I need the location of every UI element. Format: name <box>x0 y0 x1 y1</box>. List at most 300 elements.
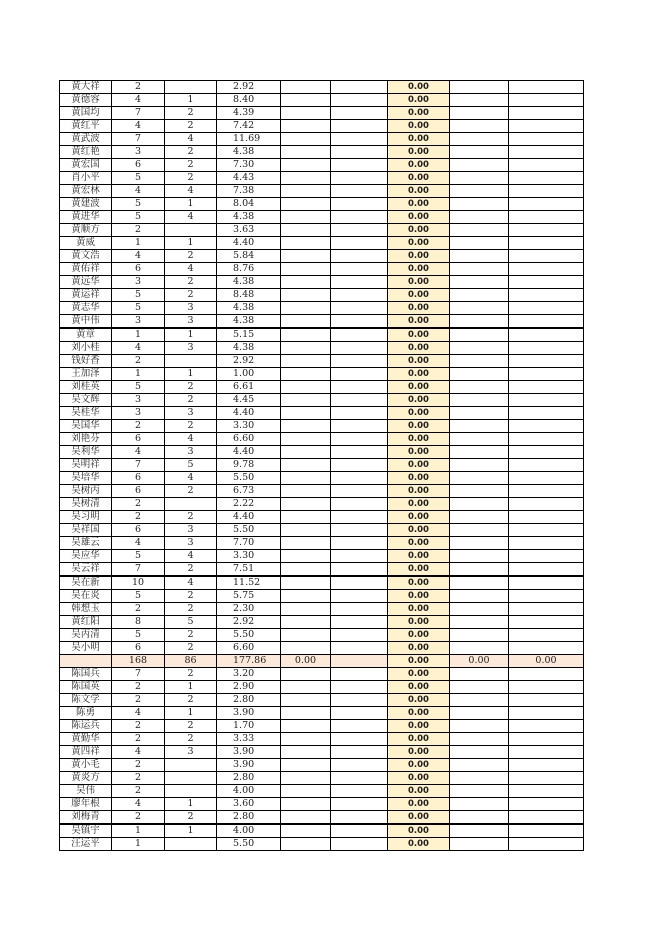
area-cell[interactable]: 5.50 <box>217 629 281 642</box>
count-cell[interactable]: 5 <box>112 198 165 211</box>
empty-cell[interactable] <box>281 759 331 772</box>
empty-cell[interactable] <box>331 302 388 315</box>
count-cell[interactable]: 1 <box>112 328 165 342</box>
empty-cell[interactable] <box>509 576 584 590</box>
empty-cell[interactable] <box>509 276 584 289</box>
count2-cell[interactable]: 4 <box>165 576 217 590</box>
empty-cell[interactable] <box>509 172 584 185</box>
count-cell[interactable]: 4 <box>112 537 165 550</box>
count-cell[interactable]: 7 <box>112 668 165 681</box>
empty-cell[interactable] <box>331 407 388 420</box>
empty-cell[interactable] <box>281 381 331 394</box>
area-cell[interactable]: 8.40 <box>217 94 281 107</box>
empty-cell[interactable] <box>450 838 509 851</box>
empty-cell[interactable] <box>281 433 331 446</box>
amount-cell[interactable]: 0.00 <box>388 511 450 524</box>
count-cell[interactable]: 5 <box>112 211 165 224</box>
empty-cell[interactable] <box>450 224 509 237</box>
empty-cell[interactable] <box>509 159 584 172</box>
name-cell[interactable]: 刘桂英 <box>60 381 112 394</box>
empty-cell[interactable] <box>509 120 584 133</box>
empty-cell[interactable] <box>509 824 584 838</box>
count-cell[interactable]: 2 <box>112 498 165 511</box>
empty-cell[interactable] <box>450 550 509 563</box>
area-cell[interactable]: 4.38 <box>217 146 281 159</box>
count2-cell[interactable]: 1 <box>165 707 217 720</box>
area-cell[interactable]: 4.40 <box>217 511 281 524</box>
empty-cell[interactable] <box>509 590 584 603</box>
empty-cell[interactable] <box>281 159 331 172</box>
empty-cell[interactable] <box>281 133 331 146</box>
empty-cell[interactable] <box>509 81 584 94</box>
amount-cell[interactable]: 0.00 <box>388 459 450 472</box>
count2-cell[interactable]: 2 <box>165 811 217 825</box>
empty-cell[interactable] <box>331 498 388 511</box>
count-cell[interactable]: 6 <box>112 433 165 446</box>
area-cell[interactable]: 4.38 <box>217 315 281 329</box>
amount-cell[interactable]: 0.00 <box>388 250 450 263</box>
count2-cell[interactable]: 4 <box>165 263 217 276</box>
empty-cell[interactable] <box>450 668 509 681</box>
empty-cell[interactable] <box>331 707 388 720</box>
area-cell[interactable]: 6.73 <box>217 485 281 498</box>
empty-cell[interactable] <box>450 681 509 694</box>
count-cell[interactable]: 1 <box>112 368 165 381</box>
empty-cell[interactable] <box>331 159 388 172</box>
name-cell[interactable]: 黄红阳 <box>60 616 112 629</box>
empty-cell[interactable] <box>331 133 388 146</box>
empty-cell[interactable] <box>450 472 509 485</box>
name-cell[interactable]: 黄宏林 <box>60 185 112 198</box>
amount-cell[interactable]: 0.00 <box>388 563 450 577</box>
area-cell[interactable]: 2.90 <box>217 681 281 694</box>
count2-cell[interactable]: 2 <box>165 668 217 681</box>
area-cell[interactable]: 2.80 <box>217 772 281 785</box>
count2-cell[interactable]: 4 <box>165 211 217 224</box>
empty-cell[interactable] <box>331 472 388 485</box>
name-cell[interactable]: 黄四祥 <box>60 746 112 759</box>
empty-cell[interactable] <box>509 681 584 694</box>
name-cell[interactable]: 廖年根 <box>60 798 112 811</box>
name-cell[interactable]: 吴伟 <box>60 785 112 798</box>
count-cell[interactable]: 2 <box>112 420 165 433</box>
empty-cell[interactable] <box>450 289 509 302</box>
count-cell[interactable]: 5 <box>112 289 165 302</box>
amount-cell[interactable]: 0.00 <box>388 733 450 746</box>
name-cell[interactable]: 刘梅青 <box>60 811 112 825</box>
area-cell[interactable]: 8.04 <box>217 198 281 211</box>
area-cell[interactable]: 7.38 <box>217 185 281 198</box>
amount-cell[interactable]: 0.00 <box>388 498 450 511</box>
empty-cell[interactable] <box>509 759 584 772</box>
empty-cell[interactable] <box>450 590 509 603</box>
count-cell[interactable]: 5 <box>112 590 165 603</box>
empty-cell[interactable] <box>450 824 509 838</box>
empty-cell[interactable] <box>450 146 509 159</box>
empty-cell[interactable] <box>281 459 331 472</box>
count-cell[interactable]: 4 <box>112 707 165 720</box>
amount-cell[interactable]: 0.00 <box>388 720 450 733</box>
area-cell[interactable]: 4.38 <box>217 276 281 289</box>
amount-cell[interactable]: 0.00 <box>388 446 450 459</box>
empty-cell[interactable] <box>281 550 331 563</box>
count2-cell[interactable]: 2 <box>165 694 217 707</box>
area-cell[interactable]: 7.51 <box>217 563 281 577</box>
empty-cell[interactable] <box>450 811 509 825</box>
empty-cell[interactable] <box>509 603 584 616</box>
empty-cell[interactable] <box>450 759 509 772</box>
count2-cell[interactable]: 3 <box>165 342 217 355</box>
empty-cell[interactable] <box>331 550 388 563</box>
amount-cell[interactable]: 0.00 <box>388 537 450 550</box>
area-cell[interactable]: 2.30 <box>217 603 281 616</box>
empty-cell[interactable] <box>509 511 584 524</box>
name-cell[interactable]: 吴明祥 <box>60 459 112 472</box>
empty-cell[interactable] <box>450 603 509 616</box>
count2-cell[interactable] <box>165 772 217 785</box>
empty-cell[interactable] <box>331 237 388 250</box>
count2-cell[interactable]: 1 <box>165 798 217 811</box>
count2-cell[interactable]: 2 <box>165 146 217 159</box>
amount-cell[interactable]: 0.00 <box>388 120 450 133</box>
amount-cell[interactable]: 0.00 <box>388 485 450 498</box>
empty-cell[interactable] <box>509 342 584 355</box>
empty-cell[interactable] <box>450 237 509 250</box>
count2-cell[interactable] <box>165 498 217 511</box>
empty-cell[interactable] <box>281 289 331 302</box>
empty-cell[interactable] <box>509 394 584 407</box>
name-cell[interactable]: 黄志华 <box>60 302 112 315</box>
empty-cell[interactable] <box>509 498 584 511</box>
empty-cell[interactable] <box>509 407 584 420</box>
empty-cell[interactable] <box>331 381 388 394</box>
area-cell[interactable]: 6.60 <box>217 642 281 655</box>
count-cell[interactable]: 4 <box>112 746 165 759</box>
amount-cell[interactable]: 0.00 <box>388 785 450 798</box>
empty-cell[interactable] <box>331 733 388 746</box>
count2-cell[interactable]: 1 <box>165 824 217 838</box>
empty-cell[interactable] <box>331 146 388 159</box>
name-cell[interactable]: 韩想玉 <box>60 603 112 616</box>
count-cell[interactable]: 6 <box>112 485 165 498</box>
count2-cell[interactable]: 3 <box>165 746 217 759</box>
count-cell[interactable]: 6 <box>112 263 165 276</box>
amount-cell[interactable]: 0.00 <box>388 603 450 616</box>
empty-cell[interactable] <box>281 146 331 159</box>
empty-cell[interactable] <box>281 576 331 590</box>
count-cell[interactable]: 2 <box>112 733 165 746</box>
empty-cell[interactable] <box>450 720 509 733</box>
empty-cell[interactable] <box>509 642 584 655</box>
count-cell[interactable]: 6 <box>112 642 165 655</box>
count2-cell[interactable]: 3 <box>165 446 217 459</box>
name-cell[interactable]: 黄建波 <box>60 198 112 211</box>
count2-cell[interactable]: 1 <box>165 328 217 342</box>
name-cell[interactable]: 黄宏国 <box>60 159 112 172</box>
amount-cell[interactable]: 0.00 <box>388 472 450 485</box>
count-cell[interactable]: 4 <box>112 446 165 459</box>
empty-cell[interactable] <box>331 655 388 668</box>
count2-cell[interactable] <box>165 759 217 772</box>
area-cell[interactable]: 8.48 <box>217 289 281 302</box>
empty-cell[interactable] <box>450 485 509 498</box>
empty-cell[interactable] <box>331 811 388 825</box>
count2-cell[interactable]: 1 <box>165 237 217 250</box>
empty-cell[interactable] <box>509 433 584 446</box>
count2-cell[interactable]: 2 <box>165 642 217 655</box>
amount-cell[interactable]: 0.00 <box>388 355 450 368</box>
area-cell[interactable]: 3.90 <box>217 707 281 720</box>
empty-cell[interactable] <box>450 198 509 211</box>
empty-cell[interactable] <box>281 237 331 250</box>
area-cell[interactable]: 4.00 <box>217 824 281 838</box>
name-cell[interactable]: 吴雄云 <box>60 537 112 550</box>
empty-cell[interactable] <box>331 120 388 133</box>
count2-cell[interactable]: 2 <box>165 420 217 433</box>
empty-cell[interactable] <box>509 668 584 681</box>
area-cell[interactable]: 7.42 <box>217 120 281 133</box>
area-cell[interactable]: 2.80 <box>217 811 281 825</box>
empty-cell[interactable] <box>331 198 388 211</box>
empty-cell[interactable] <box>509 381 584 394</box>
count2-cell[interactable] <box>165 785 217 798</box>
area-cell[interactable]: 11.52 <box>217 576 281 590</box>
amount-cell[interactable]: 0.00 <box>388 759 450 772</box>
empty-cell[interactable] <box>281 824 331 838</box>
empty-cell[interactable] <box>331 563 388 577</box>
empty-cell[interactable] <box>281 263 331 276</box>
empty-cell[interactable] <box>331 590 388 603</box>
name-cell[interactable]: 吴培华 <box>60 472 112 485</box>
count2-cell[interactable]: 2 <box>165 289 217 302</box>
area-cell[interactable]: 7.70 <box>217 537 281 550</box>
empty-cell[interactable] <box>509 355 584 368</box>
empty-cell[interactable] <box>331 759 388 772</box>
amount-cell[interactable]: 0.00 <box>388 172 450 185</box>
amount-cell[interactable]: 0.00 <box>388 746 450 759</box>
name-cell[interactable]: 黄佑祥 <box>60 263 112 276</box>
empty-cell[interactable] <box>509 746 584 759</box>
name-cell[interactable]: 黄进华 <box>60 211 112 224</box>
amount-cell[interactable]: 0.00 <box>388 146 450 159</box>
count-cell[interactable]: 6 <box>112 159 165 172</box>
area-cell[interactable]: 3.90 <box>217 746 281 759</box>
amount-cell[interactable]: 0.00 <box>388 811 450 825</box>
count-cell[interactable]: 2 <box>112 511 165 524</box>
empty-cell[interactable] <box>509 224 584 237</box>
count2-cell[interactable]: 2 <box>165 381 217 394</box>
amount-cell[interactable]: 0.00 <box>388 824 450 838</box>
amount-cell[interactable]: 0.00 <box>388 159 450 172</box>
name-cell[interactable]: 黄文浩 <box>60 250 112 263</box>
empty-cell[interactable] <box>509 368 584 381</box>
area-cell[interactable]: 3.30 <box>217 420 281 433</box>
empty-cell[interactable] <box>331 838 388 851</box>
empty-cell[interactable] <box>331 576 388 590</box>
name-cell[interactable]: 黄德容 <box>60 94 112 107</box>
count-cell[interactable]: 7 <box>112 459 165 472</box>
amount-cell[interactable]: 0.00 <box>388 315 450 329</box>
count-cell[interactable]: 4 <box>112 120 165 133</box>
count-cell[interactable]: 2 <box>112 224 165 237</box>
area-cell[interactable]: 6.60 <box>217 433 281 446</box>
count-cell[interactable]: 7 <box>112 133 165 146</box>
name-cell[interactable]: 刘艳芬 <box>60 433 112 446</box>
amount-cell[interactable]: 0.00 <box>388 550 450 563</box>
name-cell[interactable]: 黄国均 <box>60 107 112 120</box>
area-cell[interactable]: 4.38 <box>217 342 281 355</box>
empty-cell[interactable] <box>509 694 584 707</box>
amount-cell[interactable]: 0.00 <box>388 237 450 250</box>
area-cell[interactable]: 2.80 <box>217 694 281 707</box>
amount-cell[interactable]: 0.00 <box>388 133 450 146</box>
empty-cell[interactable] <box>450 616 509 629</box>
amount-cell[interactable]: 0.00 <box>388 394 450 407</box>
area-cell[interactable]: 3.20 <box>217 668 281 681</box>
count2-cell[interactable]: 2 <box>165 250 217 263</box>
total-f-cell[interactable]: 0.00 <box>450 655 509 668</box>
count-cell[interactable]: 2 <box>112 759 165 772</box>
count-cell[interactable]: 1 <box>112 237 165 250</box>
empty-cell[interactable] <box>450 107 509 120</box>
empty-cell[interactable] <box>281 328 331 342</box>
count2-cell[interactable]: 2 <box>165 511 217 524</box>
empty-cell[interactable] <box>509 798 584 811</box>
empty-cell[interactable] <box>331 185 388 198</box>
empty-cell[interactable] <box>331 172 388 185</box>
empty-cell[interactable] <box>281 368 331 381</box>
count-cell[interactable]: 5 <box>112 381 165 394</box>
amount-cell[interactable]: 0.00 <box>388 668 450 681</box>
empty-cell[interactable] <box>509 838 584 851</box>
count2-cell[interactable]: 4 <box>165 133 217 146</box>
empty-cell[interactable] <box>281 172 331 185</box>
empty-cell[interactable] <box>509 733 584 746</box>
empty-cell[interactable] <box>331 511 388 524</box>
empty-cell[interactable] <box>450 537 509 550</box>
empty-cell[interactable] <box>281 407 331 420</box>
area-cell[interactable]: 5.50 <box>217 838 281 851</box>
count2-cell[interactable] <box>165 81 217 94</box>
area-cell[interactable]: 5.84 <box>217 250 281 263</box>
empty-cell[interactable] <box>509 420 584 433</box>
name-cell[interactable]: 黄顺方 <box>60 224 112 237</box>
empty-cell[interactable] <box>450 276 509 289</box>
count2-cell[interactable]: 2 <box>165 563 217 577</box>
count-cell[interactable]: 2 <box>112 603 165 616</box>
empty-cell[interactable] <box>450 446 509 459</box>
empty-cell[interactable] <box>331 289 388 302</box>
empty-cell[interactable] <box>281 472 331 485</box>
count2-cell[interactable]: 4 <box>165 550 217 563</box>
count-cell[interactable]: 4 <box>112 94 165 107</box>
empty-cell[interactable] <box>450 524 509 537</box>
total-count-cell[interactable]: 168 <box>112 655 165 668</box>
area-cell[interactable]: 3.63 <box>217 224 281 237</box>
empty-cell[interactable] <box>509 315 584 329</box>
area-cell[interactable]: 1.70 <box>217 720 281 733</box>
empty-cell[interactable] <box>331 433 388 446</box>
empty-cell[interactable] <box>281 733 331 746</box>
count2-cell[interactable]: 3 <box>165 537 217 550</box>
count2-cell[interactable]: 5 <box>165 459 217 472</box>
total-count2-cell[interactable]: 86 <box>165 655 217 668</box>
empty-cell[interactable] <box>509 198 584 211</box>
empty-cell[interactable] <box>331 211 388 224</box>
empty-cell[interactable] <box>509 185 584 198</box>
empty-cell[interactable] <box>509 720 584 733</box>
total-label-cell[interactable] <box>60 655 112 668</box>
empty-cell[interactable] <box>281 276 331 289</box>
empty-cell[interactable] <box>281 811 331 825</box>
empty-cell[interactable] <box>281 707 331 720</box>
amount-cell[interactable]: 0.00 <box>388 263 450 276</box>
empty-cell[interactable] <box>331 681 388 694</box>
count-cell[interactable]: 7 <box>112 563 165 577</box>
empty-cell[interactable] <box>281 746 331 759</box>
count-cell[interactable]: 8 <box>112 616 165 629</box>
empty-cell[interactable] <box>331 394 388 407</box>
empty-cell[interactable] <box>450 642 509 655</box>
name-cell[interactable]: 吴云祥 <box>60 563 112 577</box>
amount-cell[interactable]: 0.00 <box>388 642 450 655</box>
empty-cell[interactable] <box>331 772 388 785</box>
empty-cell[interactable] <box>450 694 509 707</box>
name-cell[interactable]: 肖小平 <box>60 172 112 185</box>
empty-cell[interactable] <box>509 616 584 629</box>
amount-cell[interactable]: 0.00 <box>388 616 450 629</box>
empty-cell[interactable] <box>281 785 331 798</box>
count-cell[interactable]: 3 <box>112 315 165 329</box>
empty-cell[interactable] <box>450 707 509 720</box>
empty-cell[interactable] <box>281 198 331 211</box>
count-cell[interactable]: 2 <box>112 694 165 707</box>
area-cell[interactable]: 8.76 <box>217 263 281 276</box>
count-cell[interactable]: 6 <box>112 524 165 537</box>
empty-cell[interactable] <box>281 694 331 707</box>
empty-cell[interactable] <box>331 276 388 289</box>
empty-cell[interactable] <box>331 616 388 629</box>
count-cell[interactable]: 4 <box>112 185 165 198</box>
empty-cell[interactable] <box>450 498 509 511</box>
count-cell[interactable]: 1 <box>112 824 165 838</box>
name-cell[interactable]: 陈运兵 <box>60 720 112 733</box>
empty-cell[interactable] <box>331 446 388 459</box>
empty-cell[interactable] <box>281 537 331 550</box>
amount-cell[interactable]: 0.00 <box>388 342 450 355</box>
count-cell[interactable]: 4 <box>112 250 165 263</box>
empty-cell[interactable] <box>331 824 388 838</box>
count2-cell[interactable]: 4 <box>165 472 217 485</box>
empty-cell[interactable] <box>331 668 388 681</box>
empty-cell[interactable] <box>509 472 584 485</box>
area-cell[interactable]: 4.43 <box>217 172 281 185</box>
empty-cell[interactable] <box>450 355 509 368</box>
name-cell[interactable]: 吴丙清 <box>60 629 112 642</box>
count2-cell[interactable]: 2 <box>165 159 217 172</box>
area-cell[interactable]: 4.39 <box>217 107 281 120</box>
amount-cell[interactable]: 0.00 <box>388 407 450 420</box>
empty-cell[interactable] <box>450 772 509 785</box>
name-cell[interactable]: 黄红平 <box>60 120 112 133</box>
empty-cell[interactable] <box>331 263 388 276</box>
count2-cell[interactable]: 1 <box>165 681 217 694</box>
empty-cell[interactable] <box>509 707 584 720</box>
empty-cell[interactable] <box>450 81 509 94</box>
count2-cell[interactable]: 3 <box>165 407 217 420</box>
name-cell[interactable]: 黄威 <box>60 237 112 250</box>
empty-cell[interactable] <box>281 642 331 655</box>
